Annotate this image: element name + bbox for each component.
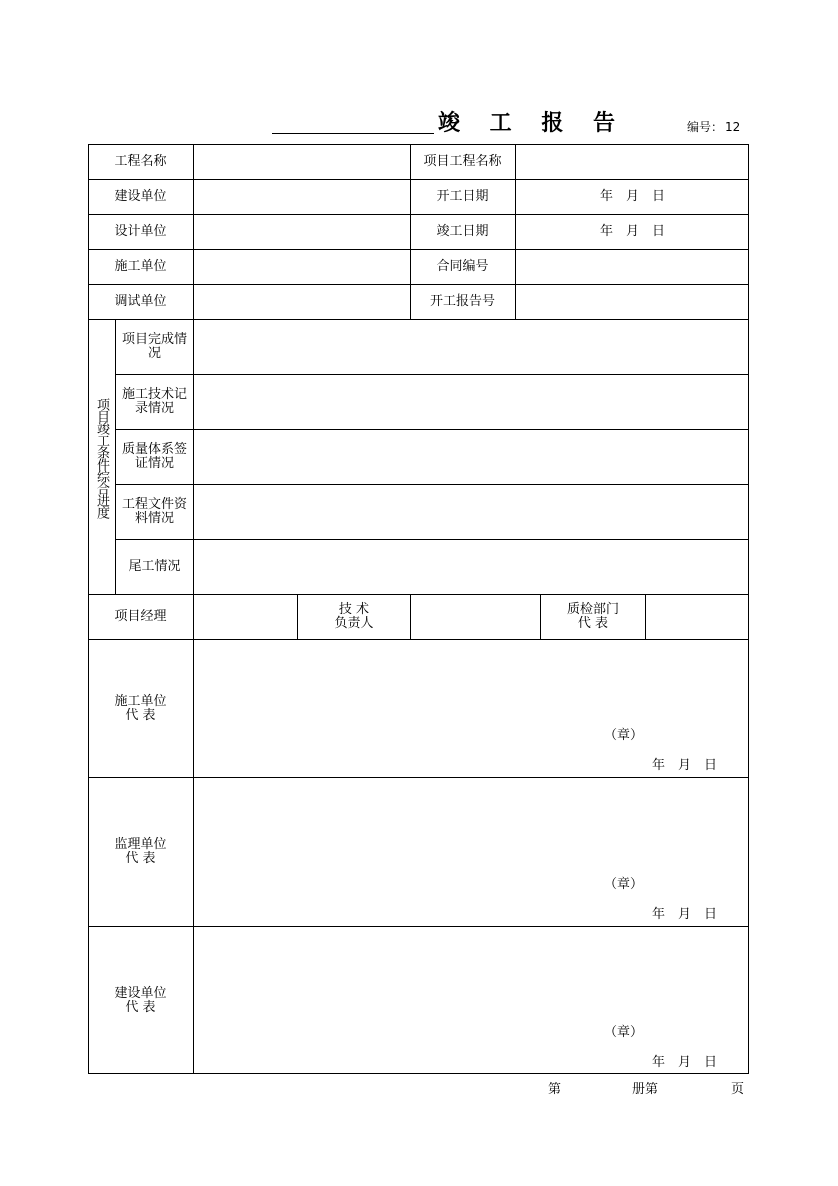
seal-supervision: （章） [604, 877, 644, 892]
field-completion-date[interactable]: 年 月 日 [599, 223, 665, 239]
date-owner: 年 月 日 [652, 1055, 718, 1070]
field-contract-number[interactable] [516, 249, 749, 284]
field-project-name[interactable] [194, 144, 410, 179]
progress-group-label [88, 320, 115, 595]
date-supervision: 年 月 日 [652, 907, 718, 922]
field-qc-rep[interactable] [646, 595, 749, 639]
field-start-report-number[interactable] [516, 284, 749, 319]
title-underline [272, 133, 434, 134]
field-project-documents[interactable] [194, 485, 749, 539]
field-quality-certification[interactable] [194, 430, 749, 484]
footer-volume-mid: 册第 [632, 1082, 659, 1097]
label-project-name: 工程名称 [114, 153, 167, 169]
label-start-report-number: 开工报告号 [429, 293, 495, 309]
label-owner-unit: 建设单位 [114, 188, 167, 204]
field-sub-project-name[interactable] [516, 144, 749, 179]
field-project-manager[interactable] [194, 595, 297, 639]
label-supervision-rep: 监理单位 代 表 [114, 837, 167, 866]
label-completion-date: 竣工日期 [436, 223, 489, 239]
label-commissioning-unit: 调试单位 [114, 293, 167, 309]
field-design-unit[interactable] [194, 214, 410, 249]
field-tech-lead[interactable] [411, 595, 540, 639]
label-item-completion: 项目完成情况 [121, 332, 187, 361]
label-qc-rep: 质检部门 代 表 [566, 602, 619, 631]
label-owner-rep: 建设单位 代 表 [114, 985, 167, 1015]
label-contract-number: 合同编号 [436, 258, 489, 274]
label-start-date: 开工日期 [436, 188, 489, 204]
date-construction: 年 月 日 [652, 758, 718, 773]
seal-construction: （章） [604, 728, 644, 743]
label-tech-lead: 技 术 负责人 [334, 602, 374, 631]
label-construction-unit: 施工单位 [114, 258, 167, 274]
label-quality-certification: 质量体系签证情况 [121, 442, 187, 471]
label-construction-rep: 施工单位 代 表 [114, 693, 167, 723]
field-remaining-work[interactable] [194, 540, 749, 594]
label-tech-records: 施工技术记录情况 [121, 387, 187, 416]
field-construction-unit[interactable] [194, 249, 410, 284]
label-project-documents: 工程文件资料情况 [121, 497, 187, 526]
seal-owner: （章） [604, 1025, 644, 1040]
footer-page-suffix: 页 [731, 1082, 745, 1097]
label-project-manager: 项目经理 [114, 609, 167, 624]
field-start-date[interactable]: 年 月 日 [599, 188, 665, 204]
doc-number-value: 12 [725, 120, 741, 134]
label-remaining-work: 尾工情况 [128, 559, 181, 574]
progress-group-label-text: 项目竣工条件综合进度 [94, 397, 109, 518]
field-owner-unit[interactable] [194, 179, 410, 214]
label-sub-project-name: 项目工程名称 [423, 153, 502, 169]
field-commissioning-unit[interactable] [194, 284, 410, 319]
field-item-completion[interactable] [194, 320, 749, 374]
footer-volume-prefix: 第 [548, 1082, 562, 1097]
page-title: 竣 工 报 告 [438, 111, 626, 136]
doc-number-label: 编号： [687, 120, 724, 134]
doc-number [685, 118, 740, 135]
label-design-unit: 设计单位 [114, 223, 167, 239]
field-tech-records[interactable] [194, 375, 749, 429]
